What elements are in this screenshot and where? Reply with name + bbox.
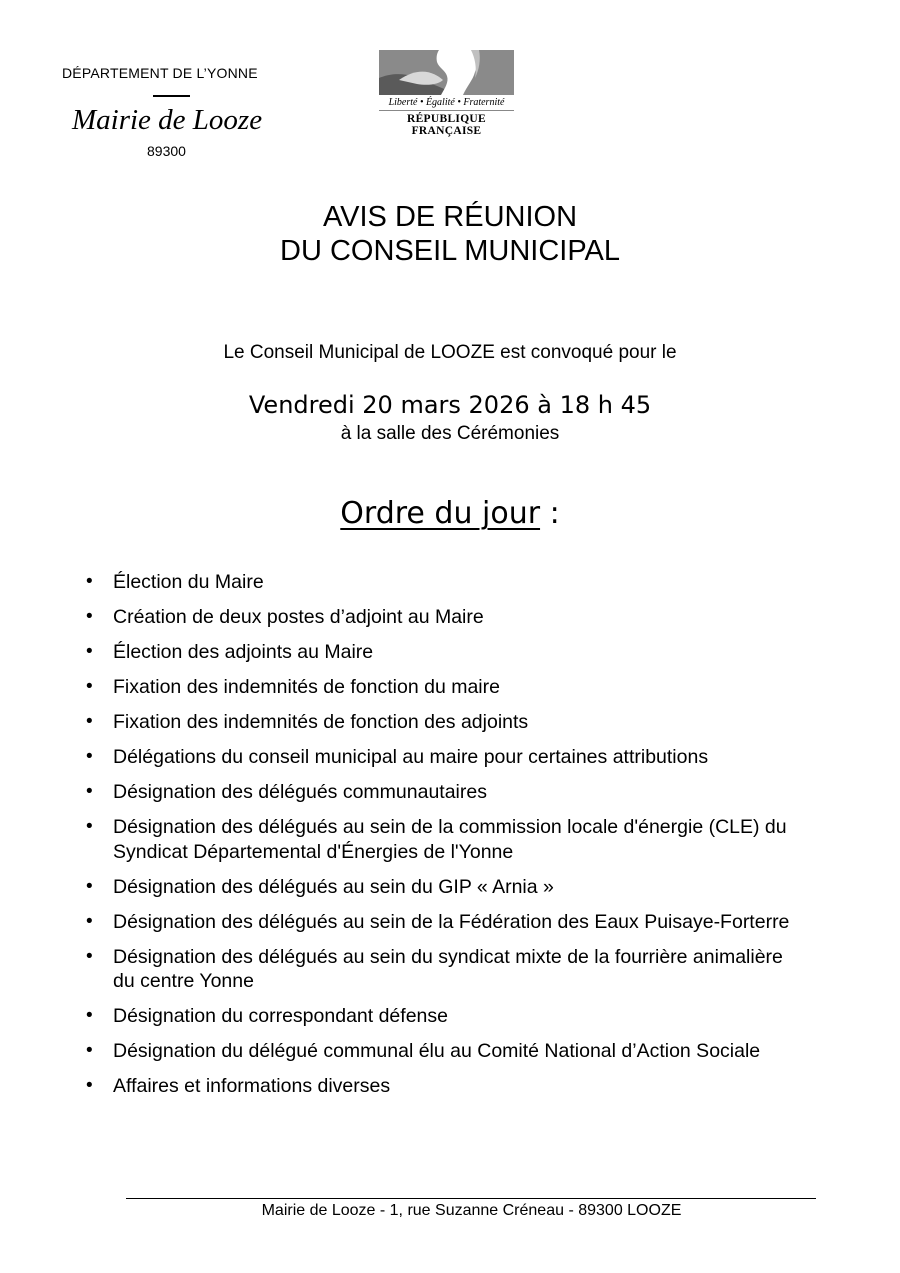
meeting-place: à la salle des Cérémonies — [340, 423, 560, 444]
devise: Liberté • Égalité • Fraternité — [388, 97, 505, 108]
agenda-heading — [0, 496, 900, 531]
agenda-item: • Désignation du correspondant défense — [0, 1004, 793, 1029]
department-label: DÉPARTEMENT DE L’YONNE — [62, 65, 258, 81]
agenda-item: • Création de deux postes d’adjoint au Maire — [0, 605, 793, 630]
agenda-item: • Délégations du conseil municipal au maire pour certaines attributions — [0, 745, 793, 770]
agenda-item: • Désignation du délégué communal élu au Comité National d’Action Sociale — [0, 1039, 793, 1064]
agenda-item: • Fixation des indemnités de fonction des adjoints — [0, 710, 793, 735]
marianne-logo-icon — [379, 50, 514, 95]
agenda-heading-text: Ordre du jour — [340, 496, 541, 531]
republique-label: RÉPUBLIQUE FRANÇAISE — [406, 113, 487, 137]
title-line-2: DU CONSEIL MUNICIPAL — [280, 235, 620, 267]
meeting-date: Vendredi 20 mars 2026 à 18 h 45 — [248, 391, 652, 419]
agenda-item: • Élection du Maire — [0, 570, 793, 595]
agenda-item: • Fixation des indemnités de fonction du maire — [0, 675, 793, 700]
agenda-item: • Affaires et informations diverses — [0, 1074, 793, 1099]
footer-address: Mairie de Looze - 1, rue Suzanne Créneau - 89300 LOOZE — [261, 1202, 682, 1219]
agenda-item: • Désignation des délégués au sein de la Fédération des Eaux Puisaye-Forterre — [0, 910, 793, 935]
mairie-name: Mairie de Looze — [72, 104, 263, 136]
agenda-heading-suffix: : — [540, 496, 560, 531]
agenda-item: • Désignation des délégués au sein du syndicat mixte de la fourrière animalière du centre Yonne — [0, 945, 793, 994]
agenda-list — [0, 570, 900, 1109]
agenda-item: • Désignation des délégués au sein du GIP « Arnia » — [0, 875, 793, 900]
convocation-intro: Le Conseil Municipal de LOOZE est convoqué pour le — [223, 342, 677, 363]
title-line-1: AVIS DE RÉUNION — [322, 201, 578, 233]
rule-republique — [379, 110, 514, 111]
footer-divider — [126, 1198, 816, 1199]
agenda-item: • Élection des adjoints au Maire — [0, 640, 793, 665]
postcode: 89300 — [147, 143, 186, 159]
agenda-item: • Désignation des délégués au sein de la commission locale d'énergie (CLE) du Syndicat Départemental d'Énergies de l'Yonne — [0, 815, 793, 864]
header-divider — [153, 95, 190, 97]
agenda-item: • Désignation des délégués communautaires — [0, 780, 793, 805]
